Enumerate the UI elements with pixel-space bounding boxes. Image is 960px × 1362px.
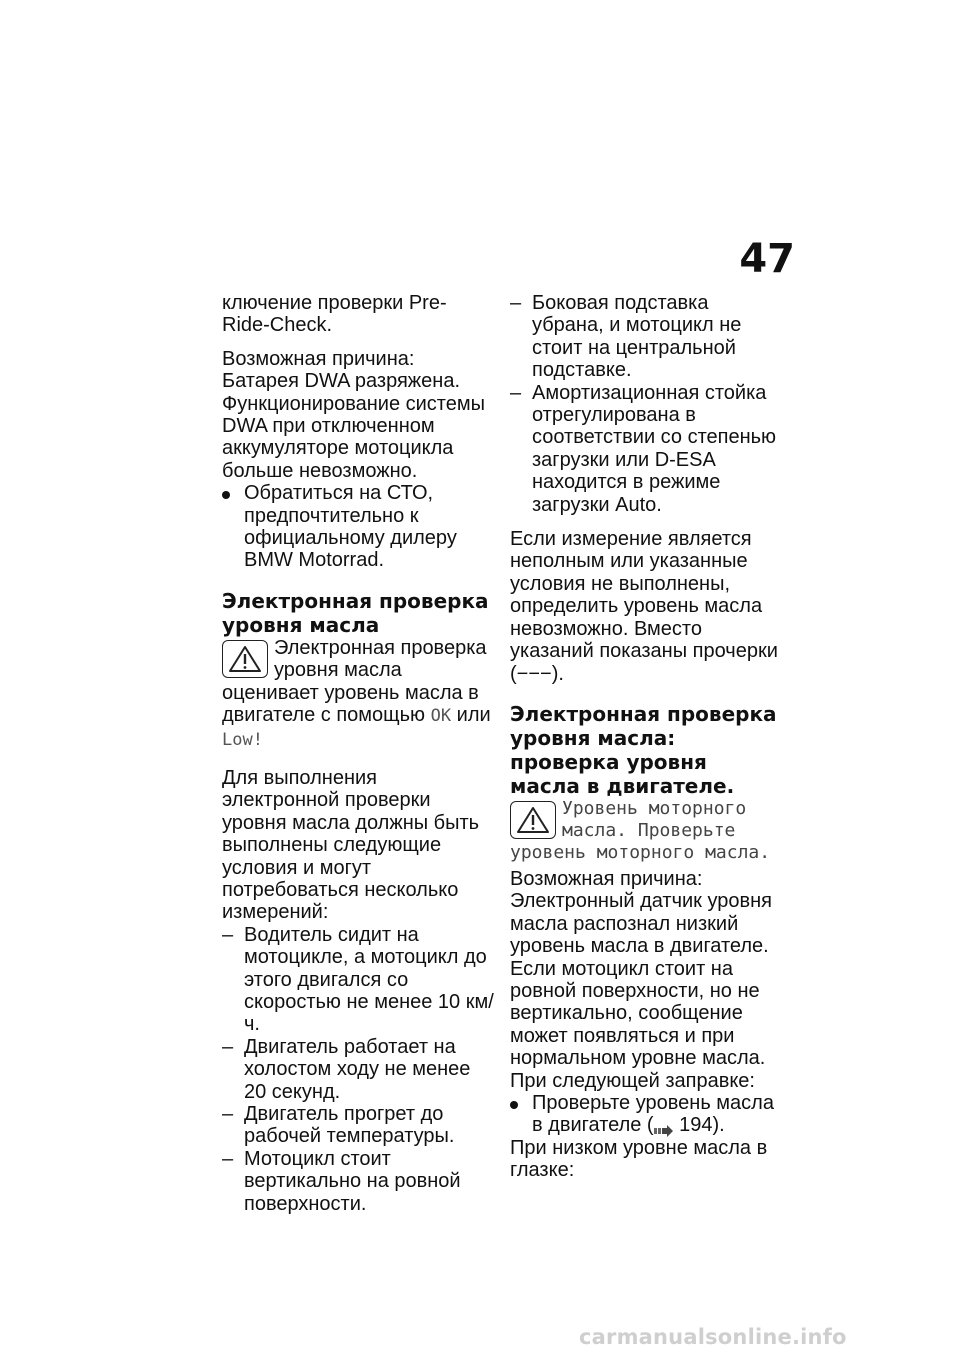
- warning-note: [510, 798, 782, 864]
- paragraph: Если измерение является неполным или указанные условия не выполнены, определить уровень масла невозможно. Вместо указаний показаны прочерки (−−−).: [510, 528, 778, 685]
- warning-text: Электронная проверка уровня масла оценивает уровень масла в двигателе: [222, 636, 487, 727]
- section-heading: Электронная проверка уровня масла: проверка уровня масла в двигателе.: [510, 701, 777, 798]
- left-column: [222, 292, 494, 1215]
- paragraph: При низком уровне масла в глазке:: [510, 1136, 768, 1182]
- dash-text: Двигатель прогрет до рабочей температуры.: [244, 1103, 455, 1148]
- watermark: carmanualsonline.info: [579, 1325, 847, 1349]
- section-heading: Электронная проверка уровня масла: [222, 588, 489, 637]
- paragraph: Электронный датчик уровня масла распознал низкий уровень масла в двигателе. Если мотоцикл стоит на ровной поверхности, но не вертикально, сообщение может появляться и при нормальном уровне масла. При следующей заправке:: [510, 890, 773, 1092]
- paragraph: ключение проверки Pre-Ride-Check.: [222, 292, 447, 337]
- bullet-text: Обратиться на СТО, предпочтительно к официальному дилеру BMW Motorrad.: [244, 482, 457, 572]
- warning-triangle-icon: [222, 640, 268, 678]
- page-reference[interactable]: 194).: [679, 1114, 725, 1137]
- dash-item: [222, 1148, 494, 1215]
- dash-item: [222, 1036, 494, 1103]
- dash-item: [510, 292, 782, 382]
- paragraph: Для выполнения электронной проверки уровня масла должны быть выполнены следующие условия и могут потребоваться несколько измерений:: [222, 766, 480, 924]
- dash-icon: [510, 292, 521, 314]
- dash-icon: [222, 1148, 233, 1170]
- bullet-item: [510, 1092, 782, 1137]
- dash-item: [222, 924, 494, 1036]
- dash-item: [222, 1103, 494, 1148]
- dash-icon: [222, 1036, 233, 1058]
- dash-text: Двигатель работает на холостом ходу не менее 20 секунд.: [244, 1035, 471, 1103]
- display-code-low: Low!: [222, 729, 263, 750]
- display-message: Уровень моторного масла. Проверьте уровень моторного масла.: [510, 797, 771, 863]
- warning-tail-mid: или: [456, 704, 491, 727]
- dash-text: Водитель сидит на мотоцикле, а мотоцикл до этого двигался со скоростью не менее 10 км/ч.: [244, 923, 494, 1036]
- warning-tail: с помощью: [320, 704, 426, 727]
- bullet-text: Проверьте уровень масла в двигателе (: [532, 1091, 774, 1137]
- paragraph: Возможная причина:: [510, 867, 703, 890]
- bullet-icon: [222, 482, 230, 504]
- bullet-icon: [510, 1092, 518, 1114]
- arrow-right-icon: [654, 1120, 674, 1132]
- warning-triangle-icon: [510, 801, 556, 839]
- paragraph: Батарея DWA разряжена. Функционирование системы DWA при отключенном аккумуляторе мотоцикла больше невозможно.: [222, 370, 485, 482]
- right-column: [510, 292, 782, 1182]
- paragraph: Возможная причина:: [222, 347, 415, 370]
- display-code-ok: OK: [430, 706, 452, 727]
- dash-icon: [222, 1103, 233, 1125]
- dash-text: Амортизационная стойка отрегулирована в соответствии со степенью загрузки или D-ESA находится в режиме загрузки Auto.: [532, 381, 777, 516]
- page-number: 47: [739, 236, 795, 282]
- dash-icon: [510, 382, 521, 404]
- dash-text: Мотоцикл стоит вертикально на ровной поверхности.: [244, 1147, 461, 1215]
- bullet-item: [222, 482, 494, 572]
- dash-text: Боковая подставка убрана, и мотоцикл не стоит на центральной подставке.: [532, 292, 742, 382]
- dash-item: [510, 382, 782, 516]
- dash-icon: [222, 924, 233, 946]
- warning-note: [222, 637, 494, 751]
